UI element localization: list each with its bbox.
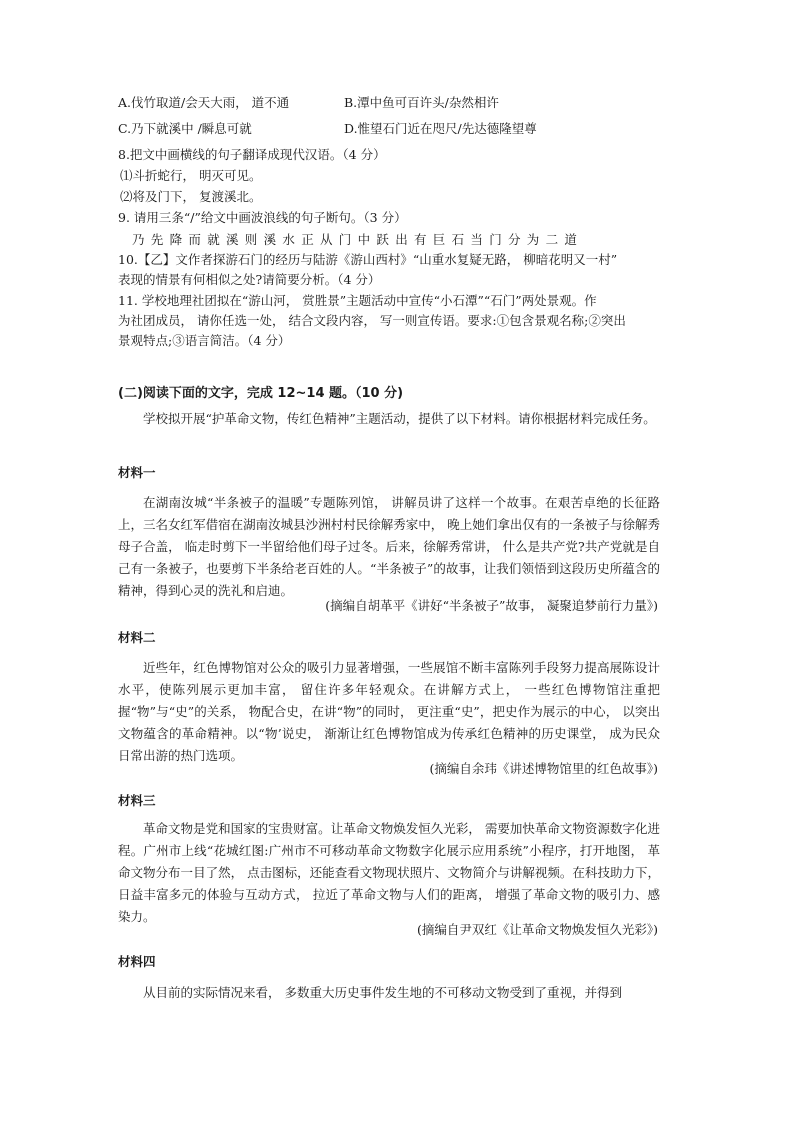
question-10-line-1: 10.【乙】文作者探游石门的经历与陆游《游山西村》“山重水复疑无路， 柳暗花明又一村” — [118, 252, 618, 267]
material-4-title: 材料四 — [118, 954, 156, 969]
section-2-intro: 学校拟开展“护革命文物，传红色精神”主题活动，提供了以下材料。请你根据材料完成任务。 — [143, 411, 656, 426]
question-9-sentence: 乃先降而就溪则溪水正从门中跃出有巨石当门分为二道 — [132, 232, 584, 247]
option-a: A.伐竹取道/会天大雨， 道不通 — [118, 95, 290, 110]
section-2-title: (二)阅读下面的文字，完成 12~14 题。（10 分) — [118, 386, 404, 401]
material-1-source: (摘编自胡革平《讲好“半条被子”故事， 凝聚追梦前行力量》) — [325, 598, 658, 613]
option-c: C.乃下就溪中 /瞬息可就 — [118, 121, 252, 136]
material-3-text: 革命文物是党和国家的宝贵财富。让革命文物焕发恒久光彩， 需要加快革命文物资源数字化进程。广州市上线“花城红图:广州市不可移动革命文物数字化展示应用系统”小程序，打开地图， 革命文物分布一目了然， 点击图标，还能查看文物现状照片、文物简介与讲解视频。在科技助力下， 日益丰富多元的体验与互动方式， 拉近了革命文物与人们的距离， 增强了革命文物的吸引力、感染力。 — [118, 821, 660, 924]
material-3-title: 材料三 — [118, 793, 156, 808]
material-2-text: 近些年，红色博物馆对公众的吸引力显著增强，一些展馆不断丰富陈列手段努力提高展陈设计水平，使陈列展示更加丰富， 留住许多年轻观众。在讲解方式上， 一些红色博物馆注重把握“物”与“史”的关系， 物配合史，在讲“物”的同时， 更注重“史”，把史作为展示的中心， 以突出文物蕴含的革命精神。以“物’说史， 渐渐让红色博物馆成为传承红色精神的历史课堂， 成为民众日常出游的热门选项。 — [118, 660, 660, 763]
question-8-item-2: ⑵将及门下， 复渡溪北。 — [120, 189, 262, 204]
question-11-line-2: 为社团成员， 请你任选一处， 结合文段内容， 写一则宣传语。要求:①包含景观名称;②突出 — [118, 313, 626, 328]
material-1-title: 材料一 — [118, 465, 156, 480]
option-b: B.潭中鱼可百许头/杂然相许 — [344, 95, 499, 110]
question-9-title: 9. 请用三条“/”给文中画波浪线的句子断句。（3 分） — [118, 210, 407, 225]
material-4-text: 从目前的实际情况来看， 多数重大历史事件发生地的不可移动文物受到了重视，并得到 — [143, 985, 622, 1000]
material-3-source: (摘编自尹双红《让革命文物焕发恒久光彩》) — [416, 922, 658, 937]
material-1-text: 在湖南汝城“半条被子的温暖”专题陈列馆， 讲解员讲了这样一个故事。在艰苦卓绝的长征路上，三名女红军借宿在湖南汝城县沙洲村村民徐解秀家中， 晚上她们拿出仅有的一条被子与徐解秀母子合盖， 临走时剪下一半留给他们母子过冬。后来，徐解秀常讲， 什么是共产党?共产党就是自己有一条被子，也要剪下半条给老百姓的人。“半条被子”的故事，让我们领悟到这段历史所蕴含的精神，得到心灵的洗礼和启迪。 — [118, 495, 660, 598]
option-d: D.惟望石门近在咫尺/先达德隆望尊 — [344, 121, 537, 136]
material-2-title: 材料二 — [118, 630, 156, 645]
question-11-line-3: 景观特点;③语言简洁。（4 分） — [118, 333, 291, 348]
question-10-line-2: 表现的情景有何相似之处?请简要分析。（4 分） — [118, 272, 381, 287]
question-11-line-1: 11. 学校地理社团拟在“游山河， 赏胜景”主题活动中宣传“小石潭”“石门”两处景观。作 — [118, 293, 597, 308]
question-8-title: 8.把文中画横线的句子翻译成现代汉语。（4 分） — [118, 147, 386, 162]
material-2-source: (摘编自余玮《讲述博物馆里的红色故事》) — [429, 761, 658, 776]
question-8-item-1: ⑴斗折蛇行， 明灭可见。 — [120, 168, 262, 183]
